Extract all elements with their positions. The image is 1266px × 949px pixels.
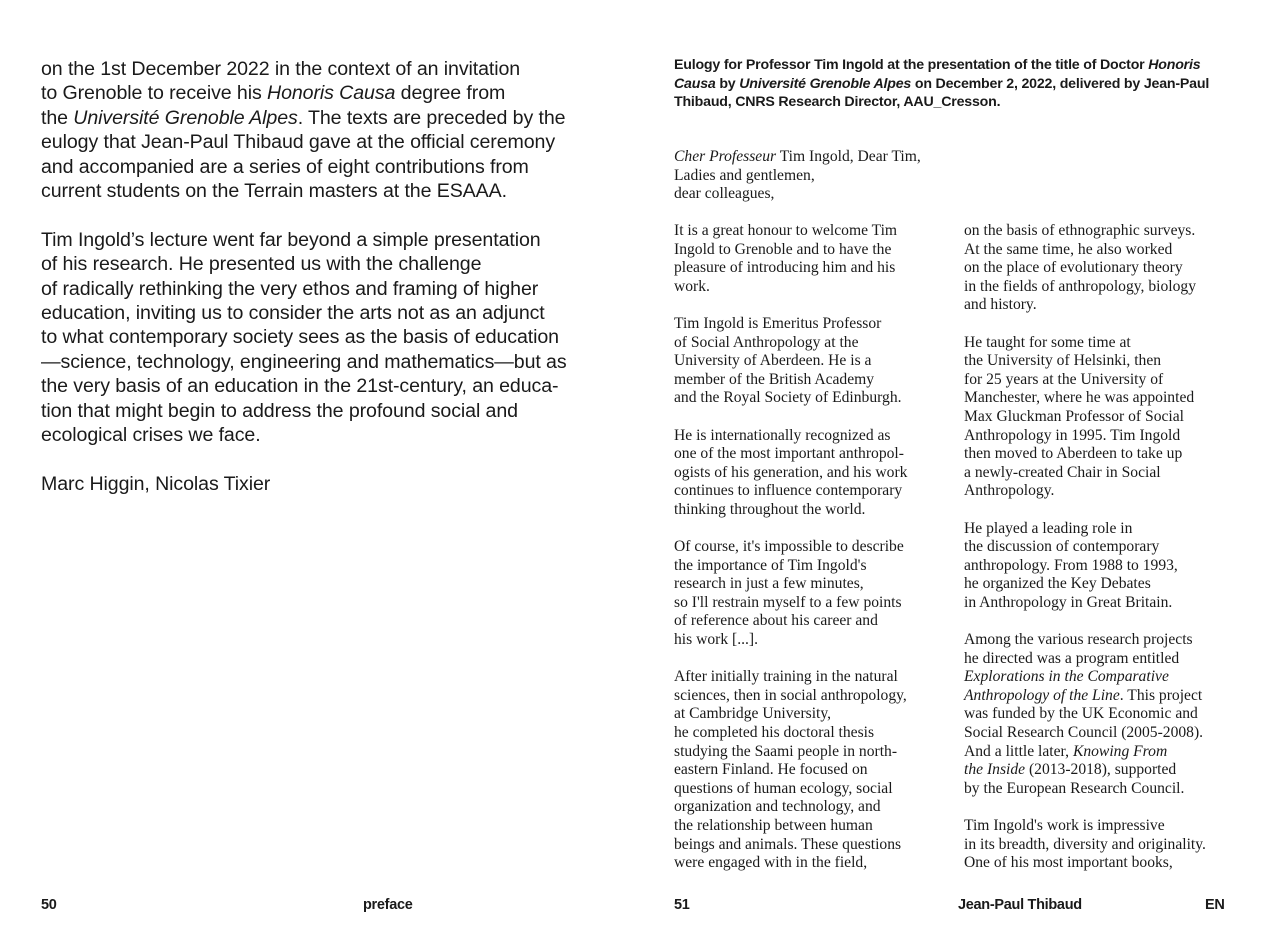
eulogy-paragraph [964, 222, 1234, 315]
text-line: Marc Higgin, Nicolas Tixier [41, 472, 271, 495]
text-line: and history. [964, 296, 1037, 314]
text-line: studying the Saami people in north- [674, 742, 898, 760]
text-line: Max Gluckman Professor of Social [964, 407, 1185, 425]
text-line: Of course, it's impossible to describe [674, 538, 904, 556]
eulogy-column-2 [964, 222, 1234, 891]
italic-text: Knowing From [1072, 742, 1168, 760]
italic-text: Explorations in the Comparative [964, 668, 1169, 686]
text-line: for 25 years at the University of [964, 370, 1164, 388]
text-line: he completed his doctoral thesis [674, 724, 875, 742]
text-line: pleasure of introducing him and his [674, 259, 896, 277]
italic-text: Cher Professeur [674, 148, 777, 165]
running-header-author: Jean-Paul Thibaud [958, 897, 1082, 913]
eulogy-heading [674, 56, 1234, 112]
text-line: tion that might begin to address the profound social and [41, 399, 518, 422]
text-line: of his research. He presented us with the challenge [41, 253, 482, 276]
text-line: and the Royal Society of Edinburgh. [674, 389, 902, 407]
text-line: by the European Research Council. [964, 779, 1185, 797]
text-line: And a little later, Knowing From [964, 742, 1168, 760]
eulogy-paragraph [964, 817, 1234, 873]
text-line: One of his most important books, [964, 854, 1173, 872]
text-line: in Anthropology in Great Britain. [964, 593, 1173, 611]
text-line: Cher Professeur Tim Ingold, Dear Tim, [674, 148, 921, 165]
text-line: one of the most important anthropol- [674, 445, 904, 463]
text-line: He taught for some time at [964, 333, 1131, 351]
text-line: was funded by the UK Economic and [964, 705, 1198, 723]
text-line: questions of human ecology, social [674, 779, 893, 797]
eulogy-paragraph [674, 315, 944, 408]
eulogy-paragraph [964, 334, 1234, 501]
text-line: He is internationally recognized as [674, 426, 891, 444]
eulogy-paragraph [674, 668, 944, 873]
eulogy-paragraph [964, 631, 1234, 798]
italic-text: the Inside [964, 761, 1026, 779]
text-line: ecological crises we face. [41, 424, 261, 447]
text-line [964, 668, 1234, 687]
italic-text: Causa [674, 75, 716, 92]
text-line: Thibaud, CNRS Research Director, AAU_Cresson. [674, 94, 1001, 111]
text-line: and accompanied are a series of eight contributions from [41, 155, 529, 178]
text-line: work. [674, 277, 710, 295]
eulogy-column-1 [674, 222, 944, 891]
italic-text: Université Grenoble Alpes [739, 75, 912, 92]
text-line: so I'll restrain myself to a few points [674, 593, 902, 611]
text-line: of Social Anthropology at the [674, 333, 859, 351]
text-line: the Inside (2013-2018), supported [964, 761, 1177, 779]
text-line: the University of Helsinki, then [964, 352, 1162, 370]
text-line: He played a leading role in [964, 519, 1133, 537]
text-line: he organized the Key Debates [964, 575, 1151, 593]
text-line: It is a great honour to welcome Tim [674, 222, 898, 239]
text-line: his work [...]. [674, 631, 759, 649]
text-line: to what contemporary society sees as the basis of education [41, 326, 559, 349]
text-line: At the same time, he also worked [964, 240, 1173, 258]
text-line: organization and technology, and [674, 798, 881, 816]
text-line: the importance of Tim Ingold's [674, 556, 867, 574]
text-line: on the 1st December 2022 in the context of an invitation [41, 58, 521, 80]
text-line: of reference about his career and [674, 612, 878, 630]
eulogy-paragraph [674, 427, 944, 520]
salutation [674, 148, 954, 204]
text-line: ogists of his generation, and his work [674, 463, 908, 481]
text-line: the Université Grenoble Alpes. The texts are preceded by the [41, 106, 566, 129]
text-line: After initially training in the natural [674, 668, 898, 686]
text-line: Anthropology of the Line. This project [964, 686, 1203, 704]
preface-text [41, 57, 601, 521]
text-line: were engaged with in the field, [674, 854, 868, 872]
eulogy-paragraph [674, 222, 944, 296]
text-line: eastern Finland. He focused on [674, 761, 868, 779]
text-line: Ladies and gentlemen, [674, 166, 815, 184]
page-number-right: 51 [674, 897, 690, 913]
text-line: the very basis of an education in the 21st-century, an educa- [41, 375, 559, 398]
preface-paragraph [41, 472, 601, 496]
text-line: eulogy that Jean-Paul Thibaud gave at the official ceremony [41, 131, 556, 154]
text-line: University of Aberdeen. He is a [674, 352, 872, 370]
italic-text: Honoris Causa [267, 82, 396, 105]
text-line: anthropology. From 1988 to 1993, [964, 556, 1178, 574]
text-line: current students on the Terrain masters at the ESAAA. [41, 180, 507, 203]
text-line: Social Research Council (2005-2008). [964, 724, 1204, 742]
text-line: at Cambridge University, [674, 705, 832, 723]
text-line: the relationship between human [674, 817, 873, 834]
text-line: in the fields of anthropology, biology [964, 277, 1196, 295]
text-line: Anthropology. [964, 482, 1055, 500]
text-line: sciences, then in social anthropology, [674, 686, 907, 704]
text-line: in its breadth, diversity and originality. [964, 835, 1206, 853]
right-page [633, 0, 1266, 949]
italic-text: Université Grenoble Alpes [73, 106, 298, 129]
text-line: on the place of evolutionary theory [964, 259, 1183, 277]
text-line: dear colleagues, [674, 185, 775, 203]
text-line: —science, technology, engineering and mathematics—but as [41, 350, 567, 373]
text-line: Tim Ingold's work is impressive [964, 817, 1165, 834]
text-line: the discussion of contemporary [964, 538, 1160, 556]
text-line: beings and animals. These questions [674, 835, 902, 853]
text-line: Among the various research projects [964, 631, 1193, 649]
text-line: Anthropology in 1995. Tim Ingold [964, 426, 1181, 444]
text-line: then moved to Aberdeen to take up [964, 445, 1183, 463]
running-header-section: preface [363, 897, 413, 913]
text-line: education, inviting us to consider the arts not as an adjunct [41, 302, 545, 325]
text-line: to Grenoble to receive his Honoris Causa degree from [41, 82, 506, 105]
text-line: Ingold to Grenoble and to have the [674, 240, 892, 258]
text-line: Tim Ingold’s lecture went far beyond a simple presentation [41, 228, 541, 251]
preface-paragraph [41, 57, 601, 203]
italic-text: Honoris [1148, 57, 1201, 73]
text-line: he directed was a program entitled [964, 649, 1180, 667]
text-line: continues to influence contemporary [674, 482, 903, 500]
page-number-left: 50 [41, 897, 57, 913]
text-line: research in just a few minutes, [674, 575, 864, 593]
text-line: thinking throughout the world. [674, 500, 866, 518]
text-line: Manchester, where he was appointed [964, 389, 1195, 407]
preface-paragraph [41, 228, 601, 448]
italic-text: Anthropology of the Line [964, 686, 1120, 704]
text-line: a newly-created Chair in Social [964, 463, 1161, 481]
text-line: member of the British Academy [674, 370, 875, 388]
text-line: Causa by Université Grenoble Alpes on December 2, 2022, delivered by Jean-Paul [674, 75, 1210, 92]
text-line: Tim Ingold is Emeritus Professor [674, 314, 882, 332]
text-line: Eulogy for Professor Tim Ingold at the presentation of the title of Doctor Honoris [674, 57, 1201, 73]
eulogy-paragraph [674, 538, 944, 650]
eulogy-paragraph [964, 520, 1234, 613]
text-line: on the basis of ethnographic surveys. [964, 222, 1196, 239]
text-line: of radically rethinking the very ethos and framing of higher [41, 277, 539, 300]
language-label: EN [1205, 897, 1225, 913]
